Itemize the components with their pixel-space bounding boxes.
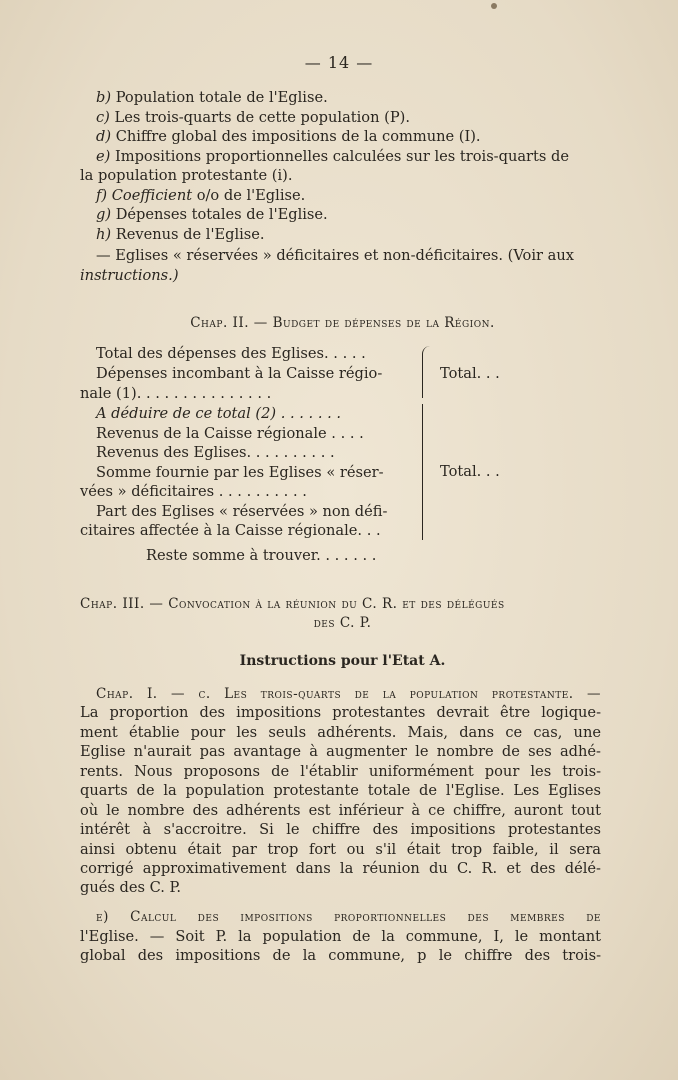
paragraph-line: La proportion des impositions protestantes devrait être logique-: [80, 704, 601, 721]
budget-line-somme-fournie: Somme fournie par les Eglises « réser-: [96, 464, 384, 481]
paragraph-line: corrigé approximativement dans la réunion du C. R. et des délé-: [80, 860, 601, 877]
budget-line-total-depenses: Total des dépenses des Eglises. . . . .: [96, 345, 366, 362]
paragraph-line: Eglise n'aurait pas avantage à augmenter le nombre de ses adhé-: [80, 743, 601, 760]
calcul-line: l'Eglise. — Soit P. la population de la commune, I, le montant: [80, 928, 601, 945]
eglises-line-continued: instructions.): [80, 267, 179, 284]
list-item-e: e) Impositions proportionnelles calculées sur les trois-quarts de: [96, 148, 570, 165]
paragraph-line: ainsi obtenu était par trop fort ou s'il était trop faible, il sera: [80, 841, 601, 858]
list-item-g: g) Dépenses totales de l'Eglise.: [96, 206, 328, 223]
chapter-2-heading: Chap. II. — Budget de dépenses de la Région.: [190, 315, 495, 331]
page-number: — 14 —: [304, 53, 374, 72]
paragraph-line: intérêt à s'accroitre. Si le chiffre des impositions protestantes: [80, 821, 601, 838]
budget-line-revenus-caisse: Revenus de la Caisse régionale . . . .: [96, 425, 364, 442]
budget-line-part-eglises: Part des Eglises « réservées » non défi-: [96, 503, 388, 520]
calcul-line: global des impositions de la commune, p le chiffre des trois-: [80, 947, 601, 964]
calcul-heading: e) Calcul des impositions proportionnelles des membres de: [96, 909, 601, 925]
chapter-3-heading-continued: des C. P.: [313, 615, 372, 631]
ink-spot: [491, 3, 497, 9]
budget-line-a-deduire: A déduire de ce total (2) . . . . . . .: [96, 405, 342, 422]
paragraph-line: ment établie pour les seuls adhérents. Mais, dans ce cas, une: [80, 724, 601, 741]
list-item-h: h) Revenus de l'Eglise.: [96, 226, 265, 243]
list-item-f: f) Coefficient o/o de l'Eglise.: [96, 187, 306, 204]
paragraph-line-last: gués des C. P.: [80, 879, 182, 896]
paragraph-line: où le nombre des adhérents est inférieur à ce chiffre, auront tout: [80, 802, 601, 819]
brace-1: [422, 346, 431, 398]
chap1-heading: Chap. I. — c. Les trois-quarts de la population protestante. —: [96, 686, 601, 702]
list-item-c: c) Les trois-quarts de cette population (P).: [96, 109, 410, 126]
chapter-3-heading: Chap. III. — Convocation à la réunion du C. R. et des délégués: [80, 596, 505, 612]
list-item-b: b) Population totale de l'Eglise.: [96, 89, 328, 106]
eglises-line: — Eglises « réservées » déficitaires et non-déficitaires. (Voir aux: [96, 247, 574, 264]
budget-line-revenus-eglises: Revenus des Eglises. . . . . . . . . .: [96, 444, 335, 461]
total-label-1: Total. . .: [440, 365, 500, 382]
budget-line-nale: nale (1). . . . . . . . . . . . . . .: [80, 385, 272, 402]
brace-2: [422, 404, 431, 540]
budget-line-reste: Reste somme à trouver. . . . . . .: [146, 547, 377, 564]
budget-line-depenses-caisse: Dépenses incombant à la Caisse régio-: [96, 365, 383, 382]
total-label-2: Total. . .: [440, 463, 500, 480]
budget-line-citaires: citaires affectée à la Caisse régionale. . .: [80, 522, 381, 539]
paragraph-line: rents. Nous proposons de l'établir uniformément pour les trois-: [80, 763, 601, 780]
list-item-e-continued: la population protestante (i).: [80, 167, 293, 184]
paragraph-line: quarts de la population protestante totale de l'Eglise. Les Eglises: [80, 782, 601, 799]
budget-line-deficitaires: vées » déficitaires . . . . . . . . . .: [80, 483, 307, 500]
list-item-d: d) Chiffre global des impositions de la commune (I).: [96, 128, 481, 145]
instructions-heading: Instructions pour l'Etat A.: [239, 653, 446, 669]
